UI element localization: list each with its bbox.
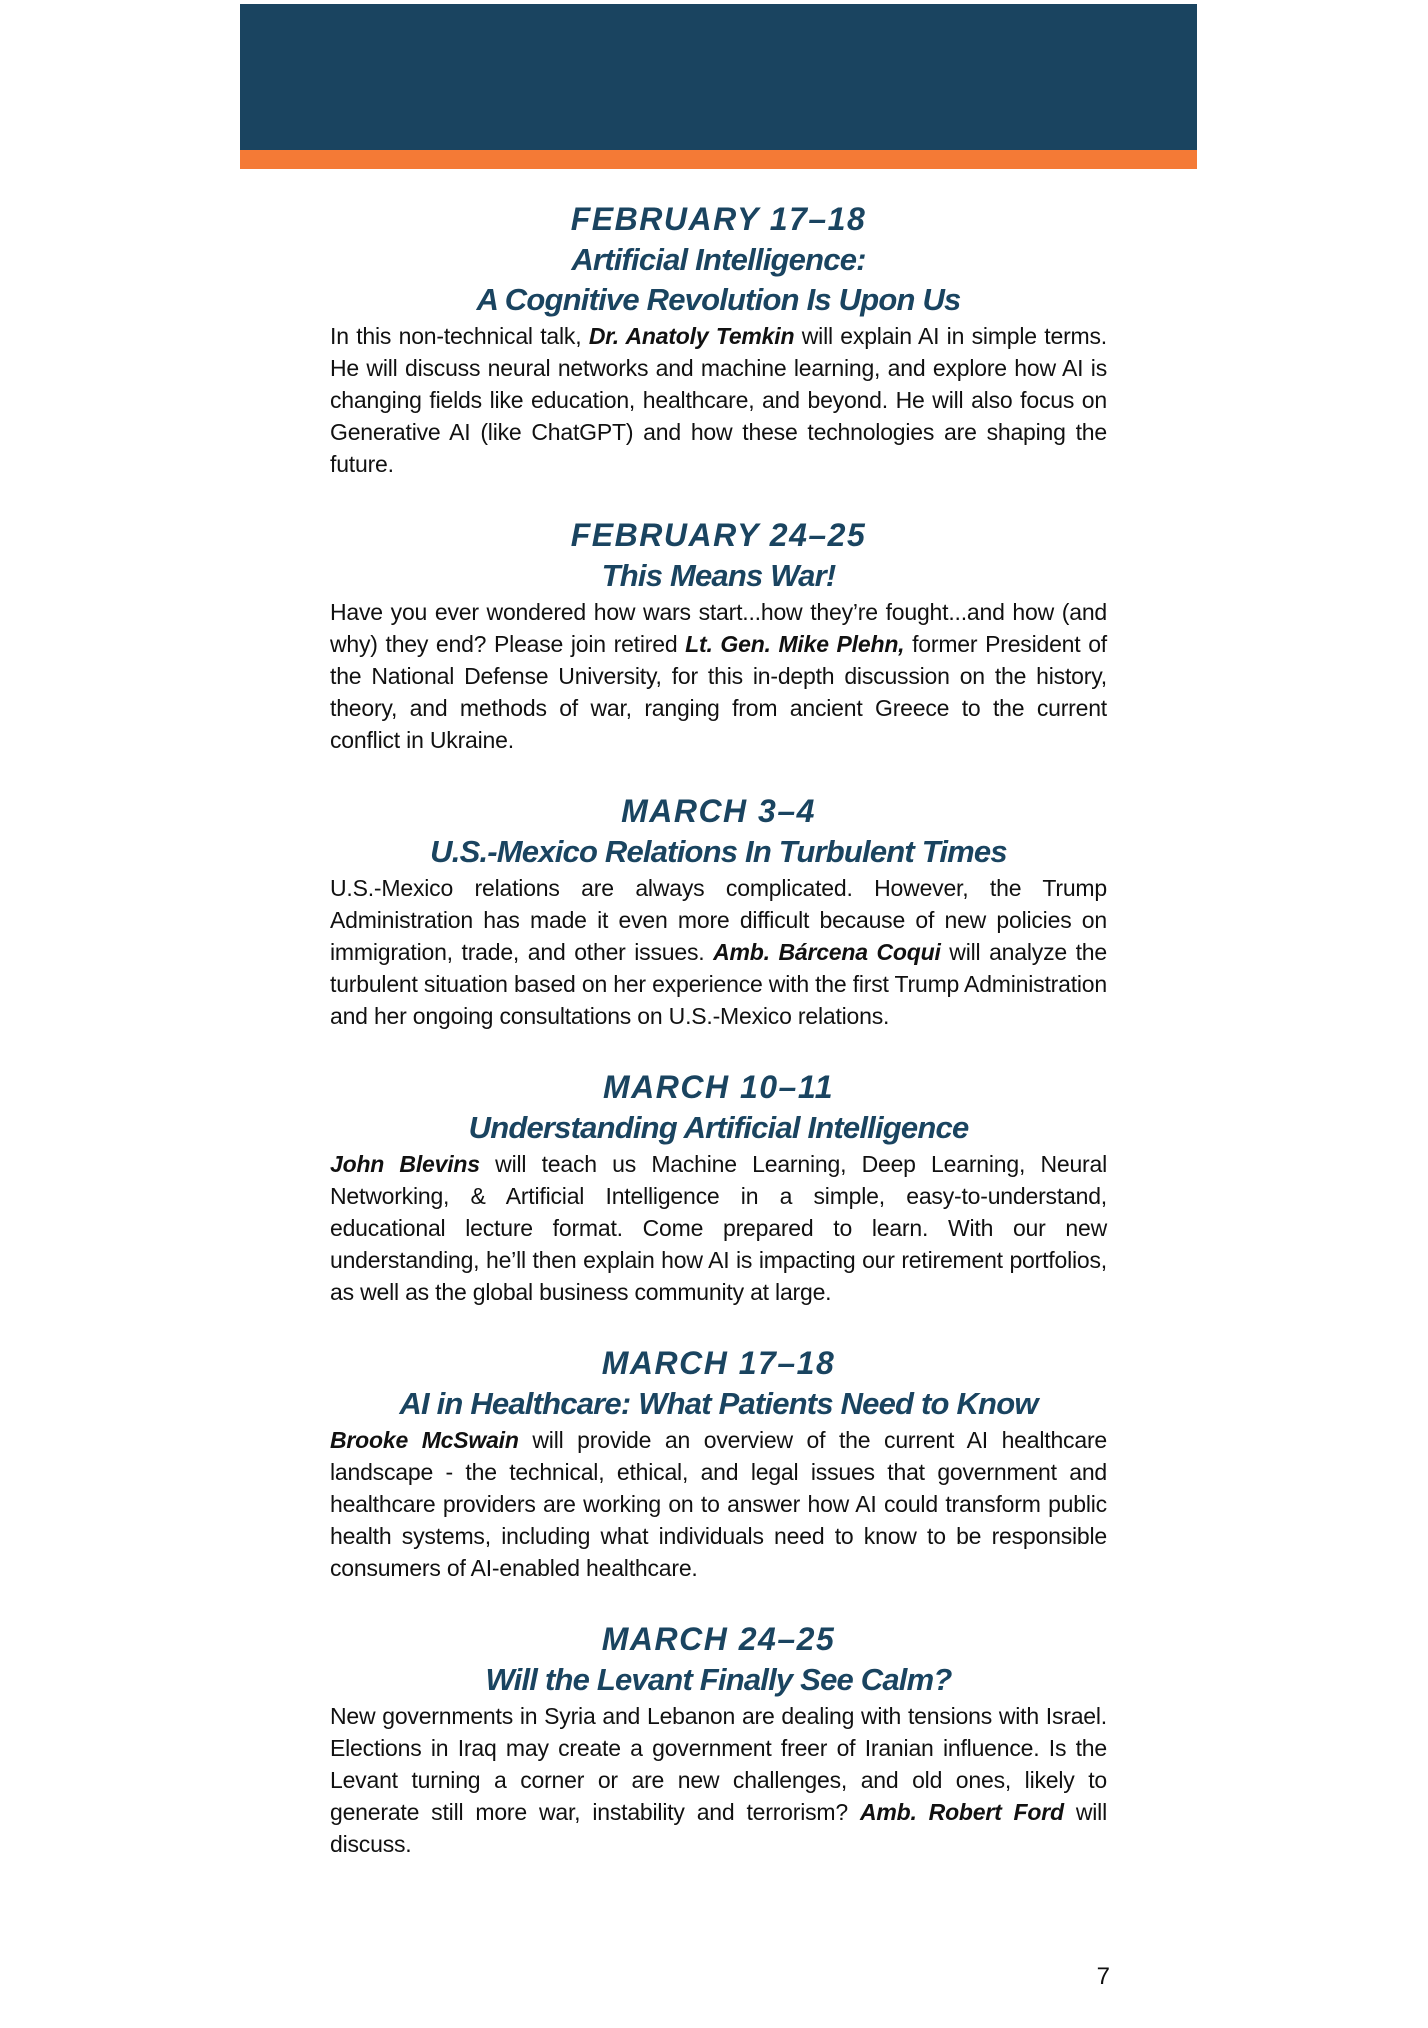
speaker-name: Amb. Bárcena Coqui <box>713 939 941 965</box>
event-description <box>330 1424 1107 1584</box>
event-section <box>330 198 1107 480</box>
event-title: AI in Healthcare: What Patients Need to Know <box>399 1386 1038 1421</box>
header-band <box>240 4 1197 150</box>
header-accent-stripe <box>240 150 1197 169</box>
event-description <box>330 596 1107 756</box>
speaker-name: Lt. Gen. Mike Plehn, <box>685 631 905 657</box>
events-list <box>330 198 1107 1894</box>
event-section <box>330 790 1107 1032</box>
event-date: FEBRUARY 17–18 <box>570 201 867 237</box>
event-description <box>330 1700 1107 1860</box>
description-text: will explain AI in simple terms. He will discuss neural networks and machine learning, and explore how AI is changing fields like education, healthcare, and beyond. He will also focus on Generative AI (like ChatGPT) and how these technologies are shaping the future. <box>330 323 1107 477</box>
description-text: will discuss. <box>330 1799 1107 1857</box>
description-text: U.S.-Mexico relations are always complicated. However, the Trump Administration has made it even more difficult because of new policies on immigration, trade, and other issues. <box>330 875 1107 965</box>
description-text: New governments in Syria and Lebanon are dealing with tensions with Israel. Elections in Iraq may create a government freer of Iranian influence. Is the Levant turning a corner or are new challenges, and old ones, likely to generate still more war, instability and terrorism? <box>330 1703 1107 1825</box>
speaker-name: Amb. Robert Ford <box>859 1799 1064 1825</box>
description-text: will analyze the turbulent situation based on her experience with the first Trump Administration and her ongoing consultations on U.S.-Mexico relations. <box>330 939 1107 1029</box>
event-date: MARCH 24–25 <box>601 1621 836 1657</box>
speaker-name: Dr. Anatoly Temkin <box>588 323 795 349</box>
event-date: MARCH 10–11 <box>602 1069 835 1105</box>
event-description <box>330 320 1107 480</box>
event-title: A Cognitive Revolution Is Upon Us <box>476 282 961 317</box>
event-section <box>330 1342 1107 1584</box>
event-title: U.S.-Mexico Relations In Turbulent Times <box>430 834 1007 869</box>
description-text: will provide an overview of the current AI healthcare landscape - the technical, ethical, and legal issues that government and healthcare providers are working on to answer how AI could transform public health systems, including what individuals need to know to be responsible consumers of AI-enabled healthcare. <box>330 1427 1107 1581</box>
event-date: FEBRUARY 24–25 <box>570 517 867 553</box>
event-description <box>330 872 1107 1032</box>
event-date: MARCH 3–4 <box>621 793 816 829</box>
event-title: This Means War! <box>601 558 836 593</box>
event-section <box>330 1618 1107 1860</box>
description-text: Have you ever wondered how wars start...how they’re fought...and how (and why) they end? Please join retired <box>330 599 1107 657</box>
speaker-name: Brooke McSwain <box>330 1427 519 1453</box>
event-title: Will the Levant Finally See Calm? <box>485 1662 952 1697</box>
event-title: Understanding Artificial Intelligence <box>468 1110 969 1145</box>
event-title: Artificial Intelligence: <box>571 242 866 277</box>
description-text: In this non-technical talk, <box>330 323 589 349</box>
page-number: 7 <box>1096 1963 1110 1990</box>
description-text: former President of the National Defense University, for this in-depth discussion on the history, theory, and methods of war, ranging from ancient Greece to the current conflict in Ukraine. <box>330 631 1107 753</box>
event-description <box>330 1148 1107 1308</box>
event-section <box>330 514 1107 756</box>
description-text: will teach us Machine Learning, Deep Learning, Neural Networking, & Artificial Intelligence in a simple, easy-to-understand, educational lecture format. Come prepared to learn. With our new understanding, he’ll then explain how AI is impacting our retirement portfolios, as well as the global business community at large. <box>330 1151 1107 1305</box>
speaker-name: John Blevins <box>330 1151 480 1177</box>
event-section <box>330 1066 1107 1308</box>
event-date: MARCH 17–18 <box>601 1345 836 1381</box>
